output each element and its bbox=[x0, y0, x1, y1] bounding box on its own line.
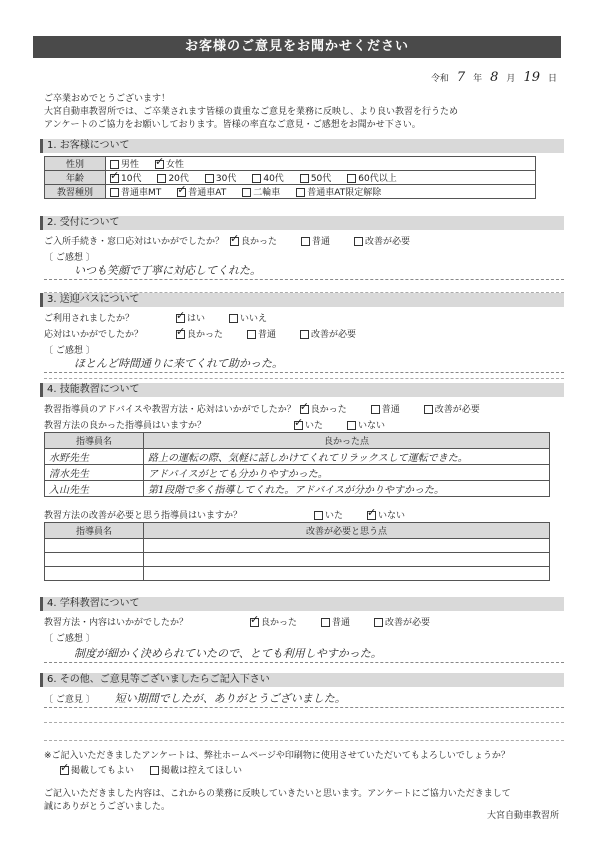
row-label: 教習種別 bbox=[45, 185, 106, 199]
improve-instructor-table bbox=[44, 522, 550, 581]
option-cell bbox=[106, 157, 536, 171]
checkbox-icon[interactable] bbox=[321, 618, 330, 627]
comment-label: 〔 ご感想 〕 bbox=[44, 346, 95, 356]
instructor-question-row bbox=[44, 402, 504, 415]
checkbox-icon[interactable] bbox=[314, 511, 323, 520]
checkbox-option[interactable] bbox=[150, 765, 242, 778]
bus-service-question-row bbox=[44, 327, 380, 340]
checkbox-option[interactable] bbox=[367, 508, 405, 521]
checkbox-icon[interactable] bbox=[300, 174, 309, 183]
checkbox-icon[interactable] bbox=[300, 330, 309, 339]
option-label: 普通車MT bbox=[121, 188, 162, 198]
checkbox-icon[interactable] bbox=[424, 405, 433, 414]
option-label: 良かった bbox=[187, 330, 224, 340]
option-label: 普通車AT bbox=[188, 188, 227, 198]
checkbox-icon[interactable] bbox=[157, 174, 166, 183]
checked-box-icon[interactable] bbox=[60, 766, 69, 775]
comment-label: 〔 ご感想 〕 bbox=[44, 253, 95, 263]
option-label: 良かった bbox=[310, 405, 347, 415]
option-label: いいえ bbox=[240, 314, 268, 324]
option-label: 40代 bbox=[263, 174, 284, 184]
checkbox-option[interactable] bbox=[354, 234, 410, 247]
question-text: 教習方法の良かった指導員はいますか？ bbox=[44, 421, 207, 431]
checkbox-option[interactable] bbox=[250, 615, 297, 628]
option-label: 普通 bbox=[332, 618, 351, 628]
table-header-row bbox=[45, 523, 550, 539]
comment-rule bbox=[44, 740, 564, 741]
checkbox-option[interactable] bbox=[176, 327, 223, 340]
intro-line: ご卒業おめでとうございます！ bbox=[44, 94, 171, 104]
instructor-name[interactable] bbox=[45, 539, 144, 553]
checkbox-icon[interactable] bbox=[301, 237, 310, 246]
table-row bbox=[45, 567, 550, 581]
comment-rule bbox=[44, 722, 564, 723]
option-label: 女性 bbox=[166, 160, 185, 170]
date-era: 令和 bbox=[430, 74, 449, 84]
table-row bbox=[45, 481, 550, 497]
option-label: 二輪車 bbox=[253, 188, 281, 198]
checkbox-icon[interactable] bbox=[371, 405, 380, 414]
page-title: お客様のご意見をお聞かせください bbox=[33, 36, 561, 58]
section-1-header: 1. お客様について bbox=[40, 139, 564, 153]
section-6-header: 6. その他、ご意見等ございましたらご記入下さい bbox=[40, 673, 564, 687]
checkbox-option[interactable] bbox=[155, 157, 184, 170]
option-label: 改善が必要 bbox=[434, 405, 480, 415]
checkbox-icon[interactable] bbox=[247, 330, 256, 339]
checkbox-option[interactable] bbox=[230, 234, 277, 247]
section-3-header: 3. 送迎バスについて bbox=[40, 293, 564, 307]
other-comment-row[interactable] bbox=[44, 690, 564, 708]
checkbox-icon[interactable] bbox=[347, 421, 356, 430]
section-4-header: 4. 技能教習について bbox=[40, 383, 564, 397]
checkbox-option[interactable] bbox=[110, 171, 141, 184]
column-header: 指導員名 bbox=[45, 433, 144, 449]
checked-box-icon[interactable] bbox=[300, 405, 309, 414]
checkbox-icon[interactable] bbox=[354, 237, 363, 246]
option-label: いない bbox=[358, 421, 386, 431]
option-label: 男性 bbox=[121, 160, 140, 170]
column-header: 指導員名 bbox=[45, 523, 144, 539]
option-cell bbox=[106, 171, 536, 185]
checked-box-icon[interactable] bbox=[230, 237, 239, 246]
closing-line-1: ご記入いただきました内容は、これからの業務に反映していきたいと思います。アンケートにご協力いただきまして bbox=[44, 789, 511, 799]
classroom-comment[interactable]: 制度が細かく決められていたので、とても利用しやすかった。 bbox=[44, 645, 564, 663]
checkbox-option[interactable] bbox=[296, 185, 381, 198]
checkbox-option[interactable] bbox=[176, 311, 205, 324]
publish-options bbox=[60, 765, 258, 778]
option-label: 良かった bbox=[241, 237, 278, 247]
checkbox-icon[interactable] bbox=[229, 314, 238, 323]
instructor-name[interactable]: 入山先生 bbox=[45, 481, 144, 497]
checkbox-option[interactable] bbox=[205, 171, 236, 184]
section-2-header: 2. 受付について bbox=[40, 216, 564, 230]
checked-box-icon[interactable] bbox=[367, 511, 376, 520]
checkbox-icon[interactable] bbox=[150, 766, 159, 775]
checkbox-option[interactable] bbox=[371, 402, 400, 415]
checkbox-option[interactable] bbox=[294, 418, 323, 431]
option-label: いた bbox=[325, 511, 344, 521]
date-year-unit: 年 bbox=[473, 74, 483, 84]
publish-question: ※ご記入いただきましたアンケートは、弊社ホームページや印刷物に使用させていただいてもよろしいでしょうか？ bbox=[44, 751, 510, 761]
bad-instructor-question-row bbox=[44, 508, 429, 521]
checkbox-option[interactable] bbox=[314, 508, 343, 521]
option-label: 60代以上 bbox=[358, 174, 397, 184]
question-text: 教習方法の改善が必要と思う指導員はいますか？ bbox=[44, 511, 243, 521]
section-5-header: 4. 学科教習について bbox=[40, 597, 564, 611]
checked-box-icon[interactable] bbox=[177, 188, 186, 197]
option-label: 掲載は控えてほしい bbox=[161, 766, 243, 776]
checkbox-option[interactable] bbox=[321, 615, 350, 628]
checkbox-icon[interactable] bbox=[242, 188, 251, 197]
bus-use-question-row bbox=[44, 311, 291, 324]
checkbox-option[interactable] bbox=[177, 185, 226, 198]
checked-box-icon[interactable] bbox=[176, 330, 185, 339]
intro-line: 大宮自動車教習所では、ご卒業されます皆様の貴重なご意見を業務に反映し、より良い教習を行うため bbox=[44, 107, 459, 117]
checkbox-option[interactable] bbox=[242, 185, 280, 198]
other-comment: 短い期間でしたが、ありがとうございました。 bbox=[114, 692, 346, 705]
option-label: 普通 bbox=[258, 330, 277, 340]
checkbox-option[interactable] bbox=[110, 185, 161, 198]
checked-box-icon[interactable] bbox=[110, 174, 119, 183]
comment-rule bbox=[44, 378, 564, 379]
option-label: 普通車AT限定解除 bbox=[307, 188, 382, 198]
bus-comment[interactable]: ほとんど時間通りに来てくれて助かった。 bbox=[44, 355, 564, 373]
checkbox-icon[interactable] bbox=[374, 618, 383, 627]
date-month-unit: 月 bbox=[506, 74, 516, 84]
date-year: 7 bbox=[456, 70, 466, 85]
good-instructor-question-row bbox=[44, 418, 409, 431]
instructor-comment[interactable]: 第1段階で多く指導してくれた。アドバイスが分かりやすかった。 bbox=[144, 481, 550, 497]
option-label: 20代 bbox=[168, 174, 189, 184]
table-row bbox=[45, 539, 550, 553]
checked-box-icon[interactable] bbox=[176, 314, 185, 323]
row-label: 性別 bbox=[45, 157, 106, 171]
comment-label: 〔 ご意見 〕 bbox=[44, 695, 95, 705]
checkbox-option[interactable] bbox=[374, 615, 430, 628]
date-month: 8 bbox=[490, 70, 499, 85]
checkbox-option[interactable] bbox=[424, 402, 480, 415]
table-row bbox=[45, 553, 550, 567]
table-row bbox=[45, 185, 536, 199]
question-text: 教習指導員のアドバイスや教習方法・応対はいかがでしたか？ bbox=[44, 405, 296, 415]
customer-info-table bbox=[44, 156, 536, 199]
reception-comment[interactable]: いつも笑顔で丁寧に対応してくれた。 bbox=[44, 262, 564, 280]
option-label: いた bbox=[305, 421, 324, 431]
instructor-name[interactable]: 清水先生 bbox=[45, 465, 144, 481]
option-label: 30代 bbox=[215, 174, 237, 184]
option-cell bbox=[106, 185, 536, 199]
intro-line: アンケートのご協力をお願いしております。皆様の率直なご意見・ご感想をお聞かせ下さい。 bbox=[44, 120, 421, 130]
classroom-question-row bbox=[44, 615, 454, 628]
checkbox-icon[interactable] bbox=[347, 174, 356, 183]
checkbox-option[interactable] bbox=[347, 171, 396, 184]
instructor-comment[interactable]: 路上の運転の際、気軽に話しかけてくれてリラックスして運転できた。 bbox=[144, 449, 550, 465]
intro-text bbox=[44, 93, 564, 132]
checkbox-option[interactable] bbox=[301, 234, 330, 247]
option-label: 普通 bbox=[381, 405, 400, 415]
closing-line-2: 誠にありがとうございました。 bbox=[44, 802, 171, 812]
instructor-comment[interactable] bbox=[144, 553, 550, 567]
option-label: 改善が必要 bbox=[311, 330, 357, 340]
checked-box-icon[interactable] bbox=[250, 618, 259, 627]
checked-box-icon[interactable] bbox=[294, 421, 303, 430]
checkbox-option[interactable] bbox=[252, 171, 283, 184]
instructor-name[interactable]: 水野先生 bbox=[45, 449, 144, 465]
date-day: 19 bbox=[523, 70, 540, 85]
good-instructor-table bbox=[44, 432, 550, 497]
checkbox-icon[interactable] bbox=[110, 160, 119, 169]
checkbox-option[interactable] bbox=[300, 171, 331, 184]
checkbox-option[interactable] bbox=[300, 327, 356, 340]
column-header: 改善が必要と思う点 bbox=[144, 523, 550, 539]
option-label: 改善が必要 bbox=[365, 237, 411, 247]
checkbox-option[interactable] bbox=[347, 418, 385, 431]
option-label: 良かった bbox=[261, 618, 298, 628]
option-label: 50代 bbox=[310, 174, 332, 184]
reception-question-row bbox=[44, 234, 434, 247]
checkbox-option[interactable] bbox=[300, 402, 347, 415]
option-label: 改善が必要 bbox=[385, 618, 431, 628]
checkbox-option[interactable] bbox=[60, 765, 134, 778]
column-header: 良かった点 bbox=[144, 433, 550, 449]
option-label: 10代 bbox=[121, 174, 142, 184]
checkbox-icon[interactable] bbox=[296, 188, 305, 197]
question-text: ご入所手続き・窓口応対はいかがでしたか？ bbox=[44, 237, 225, 247]
instructor-comment[interactable]: アドバイスがとても分かりやすかった。 bbox=[144, 465, 550, 481]
instructor-comment[interactable] bbox=[144, 539, 550, 553]
question-text: 応対はいかがでしたか？ bbox=[44, 330, 144, 340]
option-label: いない bbox=[378, 511, 406, 521]
table-row bbox=[45, 171, 536, 185]
question-text: 教習方法・内容はいかがでしたか？ bbox=[44, 618, 189, 628]
instructor-name[interactable] bbox=[45, 567, 144, 581]
checked-box-icon[interactable] bbox=[155, 160, 164, 169]
table-row bbox=[45, 449, 550, 465]
option-label: 掲載してもよい bbox=[71, 766, 135, 776]
checkbox-option[interactable] bbox=[247, 327, 276, 340]
option-label: はい bbox=[187, 314, 206, 324]
table-header-row bbox=[45, 433, 550, 449]
row-label: 年齢 bbox=[45, 171, 106, 185]
school-name: 大宮自動車教習所 bbox=[486, 811, 559, 821]
checkbox-icon[interactable] bbox=[110, 188, 119, 197]
checkbox-icon[interactable] bbox=[205, 174, 214, 183]
date-line bbox=[431, 70, 557, 85]
instructor-name[interactable] bbox=[45, 553, 144, 567]
checkbox-option[interactable] bbox=[229, 311, 267, 324]
date-day-unit: 日 bbox=[547, 74, 557, 84]
option-label: 普通 bbox=[312, 237, 331, 247]
comment-label: 〔 ご感想 〕 bbox=[44, 634, 95, 644]
table-row bbox=[45, 465, 550, 481]
question-text: ご利用されましたか？ bbox=[44, 314, 135, 324]
instructor-comment[interactable] bbox=[144, 567, 550, 581]
checkbox-icon[interactable] bbox=[252, 174, 261, 183]
